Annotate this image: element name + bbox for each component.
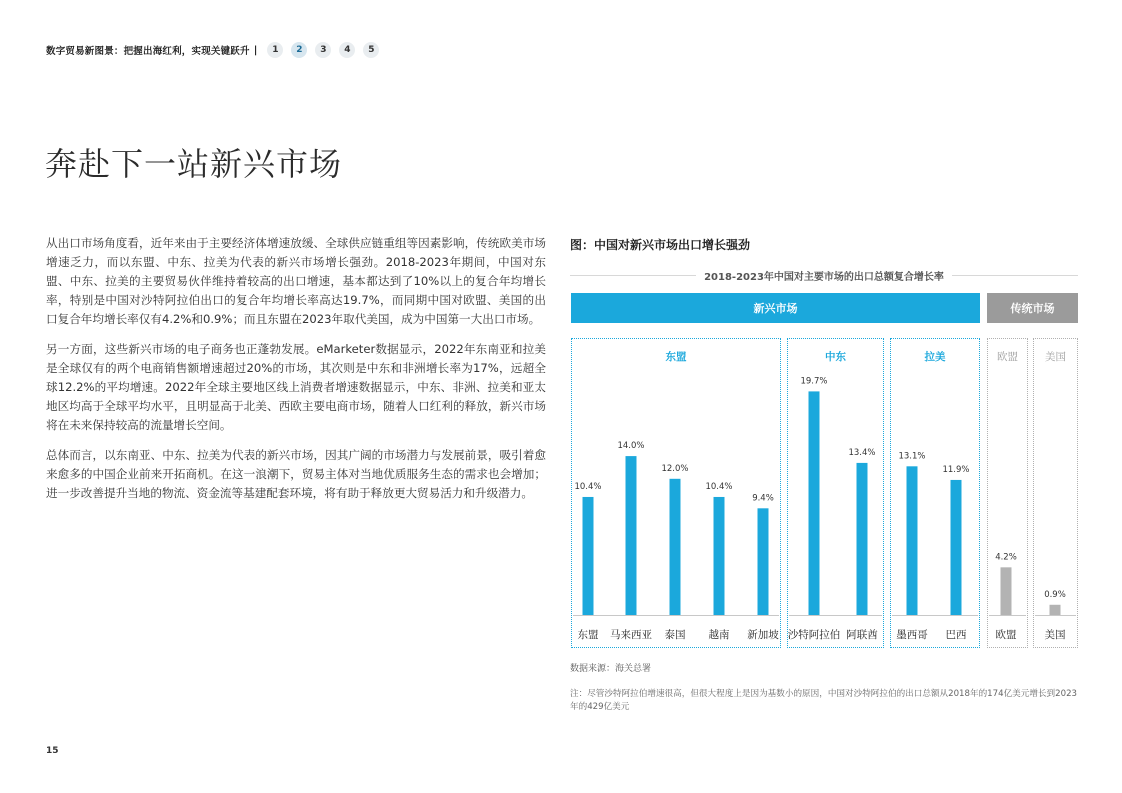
category-label-eu: 欧盟 — [995, 629, 1017, 641]
value-label-thailand: 12.0% — [661, 463, 689, 474]
bar-brazil — [951, 480, 962, 615]
value-label-asean: 10.4% — [574, 481, 602, 492]
page-number: 15 — [46, 746, 59, 756]
bar-eu — [1001, 567, 1012, 615]
bar-saudi-arabia — [809, 391, 820, 615]
header-separator: | — [253, 44, 258, 56]
value-label-uae: 13.4% — [848, 447, 876, 458]
category-label-malaysia: 马来西亚 — [610, 629, 652, 641]
body-paragraph-3: 总体而言，以东南亚、中东、拉美为代表的新兴市场，因其广阔的市场潜力与发展前景，吸引着愈来愈多的中国企业前来开拓商机。在这一浪潮下，贸易主体对当地优质服务生态的需求也会增加；进一步改善提升当地的物流、资金流等基建配套环境，将有助于释放更大贸易活力和升级潜力。 — [46, 448, 546, 500]
value-label-eu: 4.2% — [995, 552, 1017, 563]
figure-note: 注：尽管沙特阿拉伯增速很高，但很大程度上是因为基数小的原因，中国对沙特阿拉伯的出口总额从2018年的174亿美元增长到2023年的429亿美元 — [570, 689, 1078, 712]
bar-singapore — [758, 508, 769, 615]
page-title: 奔赴下一站新兴市场 — [45, 145, 343, 184]
chapter-nav-2[interactable]: 2 — [291, 42, 307, 58]
bar-asean — [583, 497, 594, 615]
value-label-malaysia: 14.0% — [617, 441, 645, 452]
value-label-vietnam: 10.4% — [705, 481, 733, 492]
category-label-brazil: 巴西 — [945, 629, 967, 641]
group-label-latam: 拉美 — [924, 351, 946, 363]
category-label-mexico: 墨西哥 — [896, 629, 928, 641]
category-label-singapore: 新加坡 — [747, 629, 779, 641]
bar-uae — [857, 463, 868, 615]
value-label-singapore: 9.4% — [752, 493, 774, 504]
category-label-saudi-arabia: 沙特阿拉伯 — [787, 629, 841, 641]
category-label-us: 美国 — [1044, 629, 1066, 641]
figure-title: 图：中国对新兴市场出口增长强劲 — [570, 238, 751, 252]
bar-malaysia — [626, 456, 637, 615]
value-label-us: 0.9% — [1044, 589, 1066, 600]
value-label-brazil: 11.9% — [942, 464, 970, 475]
header-title: 数字贸易新图景：把握出海红利，实现关键跃升 — [46, 46, 250, 57]
band-traditional-markets: 传统市场 — [987, 293, 1078, 323]
chapter-nav-5[interactable]: 5 — [363, 42, 379, 58]
value-label-mexico: 13.1% — [898, 451, 926, 462]
band-emerging-markets: 新兴市场 — [571, 293, 980, 323]
body-paragraph-2: 另一方面，这些新兴市场的电子商务也正蓬勃发展。eMarketer数据显示，2022年东南亚和拉美是全球仅有的两个电商销售额增速超过20%的市场，其次则是中东和非洲增长率为17%，远超全球12.2%的平均增速。2022年全球主要地区线上消费者增速数据显示，中东、非洲、拉美和亚太地区均高于全球平均水平，且明显高于北美、西欧主要电商市场，随着人口红利的释放，新兴市场将在未来保持较高的流量增长空间。 — [46, 342, 546, 432]
chapter-nav-1[interactable]: 1 — [267, 42, 283, 58]
body-paragraph-1: 从出口市场角度看，近年来由于主要经济体增速放缓、全球供应链重组等因素影响，传统欧美市场增速乏力，而以东盟、中东、拉美为代表的新兴市场增长强劲。2018-2023年期间，中国对东盟、中东、拉美的主要贸易伙伴维持着较高的出口增速，基本都达到了10%以上的复合年均增长率，特别是中国对沙特阿拉伯出口的复合年均增长率高达19.7%，而同期中国对欧盟、美国的出口复合年均增长率仅有4.2%和0.9%；而且东盟在2023年取代美国，成为中国第一大出口市场。 — [46, 236, 546, 326]
value-label-saudi-arabia: 19.7% — [800, 376, 828, 387]
group-label-middle-east: 中东 — [825, 351, 846, 363]
group-label-eu: 欧盟 — [997, 351, 1018, 363]
bar-us — [1050, 605, 1061, 615]
category-label-vietnam: 越南 — [708, 629, 730, 641]
category-label-thailand: 泰国 — [664, 629, 686, 641]
chart-title: 2018-2023年中国对主要市场的出口总额复合增长率 — [704, 271, 944, 283]
chapter-nav-4[interactable]: 4 — [339, 42, 355, 58]
category-label-uae: 阿联酋 — [846, 629, 878, 641]
group-label-us: 美国 — [1045, 351, 1066, 363]
chapter-nav-3[interactable]: 3 — [315, 42, 331, 58]
bar-mexico — [907, 466, 918, 615]
figure-source: 数据来源：海关总署 — [570, 664, 652, 674]
bar-thailand — [670, 479, 681, 615]
group-label-asean: 东盟 — [665, 351, 687, 363]
bar-vietnam — [714, 497, 725, 615]
category-label-asean: 东盟 — [577, 629, 599, 641]
